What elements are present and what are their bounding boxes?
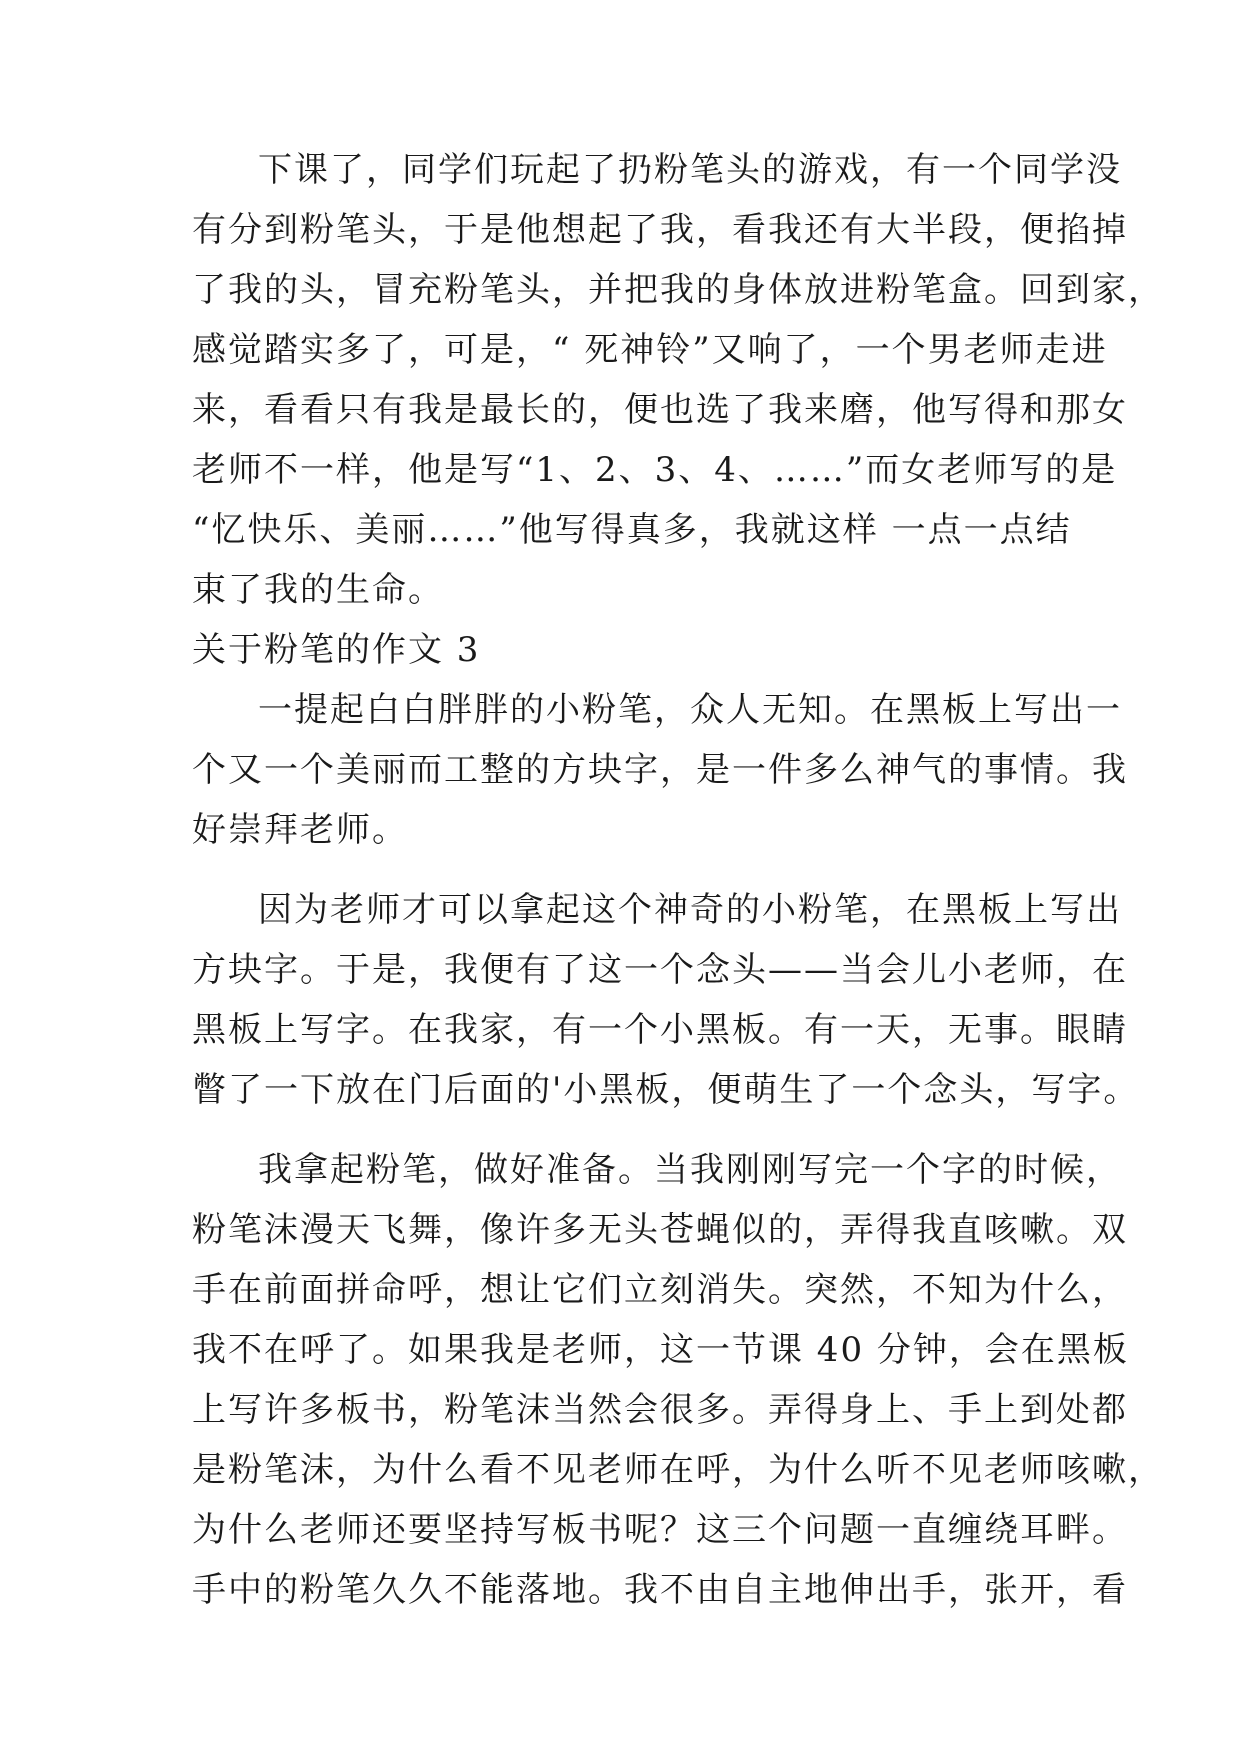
paragraph-line: 因为老师才可以拿起这个神奇的小粉笔，在黑板上写出 (258, 890, 1122, 930)
paragraph-line: 来，看看只有我是最长的，便也选了我来磨，他写得和那女 (192, 390, 1128, 430)
paragraph-line: 黑板上写字。在我家，有一个小黑板。有一天，无事。眼睛 (192, 1010, 1128, 1050)
paragraph-line: 瞥了一下放在门后面的'小黑板，便萌生了一个念头，写字。 (192, 1070, 1140, 1110)
paragraph-line: 方块字。于是，我便有了这一个念头——当会儿小老师，在 (192, 950, 1128, 990)
paragraph-line: 了我的头，冒充粉笔头，并把我的身体放进粉笔盒。回到家， (192, 270, 1164, 310)
paragraph-line: 一提起白白胖胖的小粉笔，众人无知。在黑板上写出一 (258, 690, 1122, 730)
paragraph-line: 束了我的生命。 (192, 570, 444, 610)
paragraph-line: 有分到粉笔头，于是他想起了我，看我还有大半段，便掐掉 (192, 210, 1128, 250)
paragraph-line: 是粉笔沫，为什么看不见老师在呼，为什么听不见老师咳嗽， (192, 1450, 1164, 1490)
paragraph-line: 手中的粉笔久久不能落地。我不由自主地伸出手，张开，看 (192, 1570, 1128, 1610)
paragraph-line: 手在前面拼命呼，想让它们立刻消失。突然，不知为什么， (192, 1270, 1128, 1310)
paragraph-line: 为什么老师还要坚持写板书呢？这三个问题一直缠绕耳畔。 (192, 1510, 1128, 1550)
paragraph-line: 上写许多板书，粉笔沫当然会很多。弄得身上、手上到处都 (192, 1390, 1128, 1430)
paragraph-line: 我拿起粉笔，做好准备。当我刚刚写完一个字的时候， (258, 1150, 1122, 1190)
paragraph-line: 好崇拜老师。 (192, 810, 408, 850)
paragraph-line: 下课了，同学们玩起了扔粉笔头的游戏，有一个同学没 (258, 150, 1122, 190)
paragraph-line: 个又一个美丽而工整的方块字，是一件多么神气的事情。我 (192, 750, 1128, 790)
paragraph-line: 老师不一样，他是写“1、2、3、4、……”而女老师写的是 (192, 450, 1118, 490)
paragraph-line: 粉笔沫漫天飞舞，像许多无头苍蝇似的，弄得我直咳嗽。双 (192, 1210, 1128, 1250)
paragraph-line: “忆快乐、美丽……”他写得真多，我就这样 一点一点结 (192, 510, 1072, 550)
paragraph-line: 我不在呼了。如果我是老师，这一节课 40 分钟，会在黑板 (192, 1330, 1129, 1370)
section-heading: 关于粉笔的作文 3 (192, 630, 481, 670)
paragraph-line: 感觉踏实多了，可是，“ 死神铃”又响了，一个男老师走进 (192, 330, 1108, 370)
